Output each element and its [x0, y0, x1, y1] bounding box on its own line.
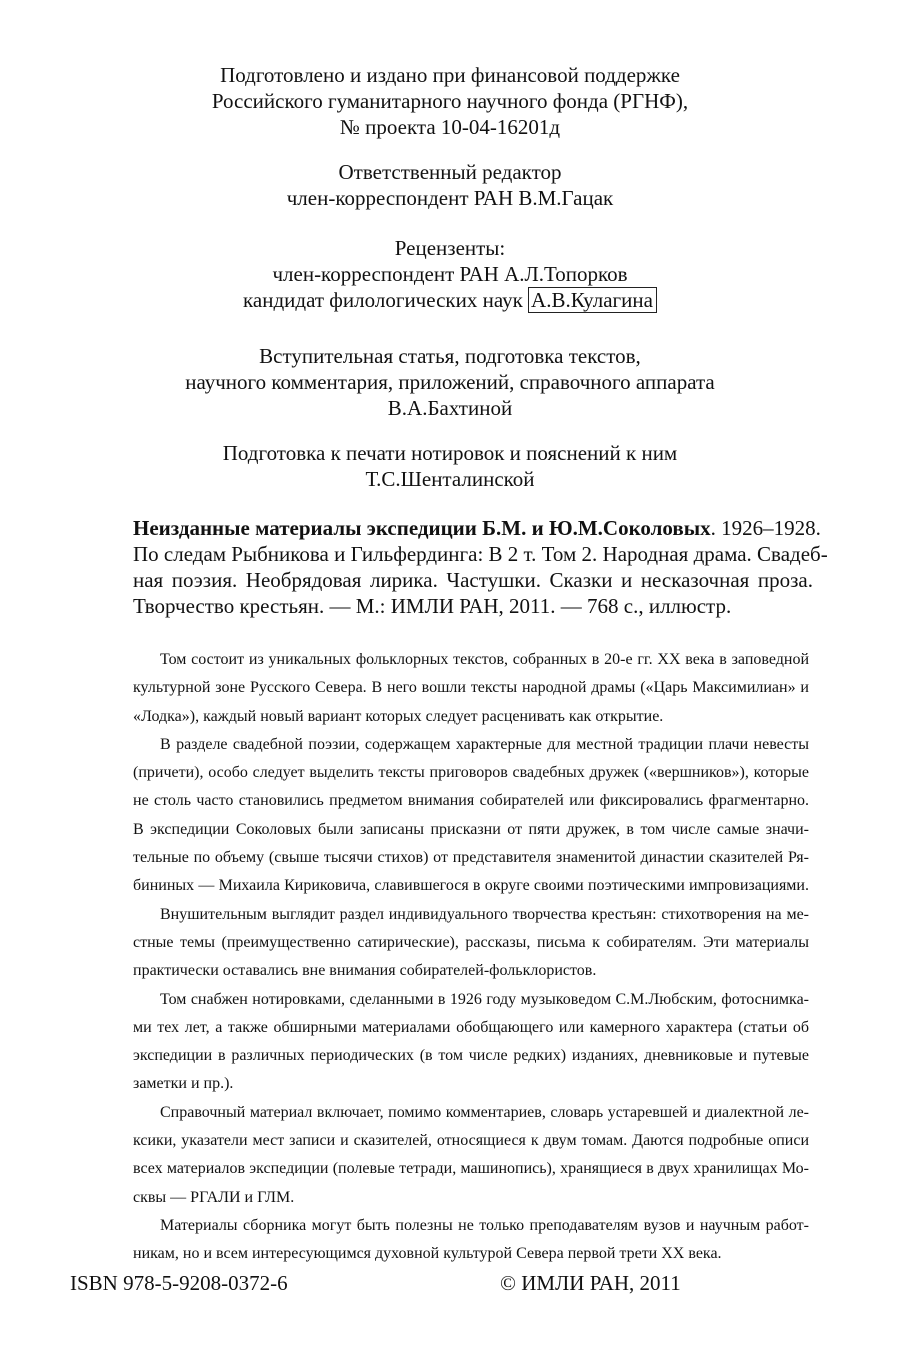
biblio-line: По следам Рыбникова и Гильфердинга: В 2 т. Том 2. Народная драма. Свадеб- — [133, 542, 828, 566]
abstract-line: не столь часто становились предметом внимания собирателей или фиксировались фрагментарно. — [133, 792, 809, 810]
copyright-notice: © ИМЛИ РАН, 2011 — [500, 1271, 681, 1295]
funding-notice — [0, 62, 900, 140]
biblio-line: ная поэзия. Необрядовая лирика. Частушки. Сказки и несказочная проза. — [133, 568, 813, 592]
bibliographic-record — [133, 515, 828, 619]
abstract-line: Внушительным выглядит раздел индивидуального творчества крестьян: стихотворения на ме- — [160, 905, 809, 923]
abstract-line: ксики, указатели мест записи и сказителей, относящиеся к двум томам. Даются подробные описи — [133, 1132, 809, 1150]
abstract-line: Том состоит из уникальных фольклорных текстов, собранных в 20-е гг. XX века в заповедной — [160, 651, 809, 668]
abstract-line: культурной зоне Русского Севера. В него вошли тексты народной драмы («Царь Максимилиан» и — [133, 679, 809, 697]
notation-credit-line: Подготовка к печати нотировок и пояснений к ним — [222, 441, 678, 465]
intro-credit-line: научного комментария, приложений, справочного аппарата — [185, 370, 715, 394]
responsible-editor — [0, 159, 900, 211]
reviewer-1: член-корреспондент РАН А.Л.Топорков — [272, 262, 628, 286]
abstract-line: сквы — РГАЛИ и ГЛМ. — [133, 1188, 295, 1206]
reviewers-heading: Рецензенты: — [394, 236, 506, 260]
reviewer-2-name-boxed: А.В.Кулагина — [528, 287, 657, 313]
abstract-line: ми тех лет, а также обширными материалами обобщающего или камерного характера (статьи об — [133, 1018, 809, 1036]
notation-credits — [0, 440, 900, 492]
book-title: Неизданные материалы экспедиции Б.М. и Ю.М.Соколовых — [133, 516, 711, 540]
abstract-line: В разделе свадебной поэзии, содержащем характерные для местной традиции плачи невесты — [160, 735, 809, 753]
funding-line: Подготовлено и издано при финансовой поддержке — [220, 63, 680, 87]
abstract-line: Справочный материал включает, помимо комментариев, словарь устаревшей и диалектной ле- — [160, 1103, 809, 1121]
biblio-line — [133, 515, 821, 541]
abstract-line: Материалы сборника могут быть полезны не только преподавателям вузов и научным работ- — [160, 1216, 809, 1234]
book-years: . 1926–1928. — [710, 516, 821, 540]
notation-credit-name: Т.С.Шенталинской — [365, 467, 535, 491]
intro-credit-name: В.А.Бахтиной — [387, 396, 513, 420]
abstract-line: стные темы (преимущественно сатирические), рассказы, письма к собирателям. Эти материалы — [133, 933, 809, 951]
abstract-line: В экспедиции Соколовых были записаны присказни от пяти дружек, в том числе самые значи- — [133, 820, 809, 838]
introduction-credits — [0, 343, 900, 421]
abstract-line: заметки и пр.). — [133, 1075, 234, 1093]
reviewer-2 — [0, 287, 900, 313]
biblio-line: Творчество крестьян. — М.: ИМЛИ РАН, 2011. — 768 с., иллюстр. — [133, 594, 732, 618]
abstract-line: экспедиции в различных периодических (в том числе редких) изданиях, дневниковые и путевые — [133, 1047, 809, 1065]
abstract-line: (причети), особо следует выделить тексты приговоров свадебных дружек («вершников»), которые — [133, 764, 809, 782]
reviewers — [0, 235, 900, 313]
abstract-line: бининых — Михаила Кириковича, славившегося в округе своими поэтическими импровизациями. — [133, 877, 809, 895]
editor-role: Ответственный редактор — [338, 160, 562, 184]
abstract-line: тельные по объему (свыше тысячи стихов) от представителя знаменитой династии сказителей Ря- — [133, 849, 809, 867]
abstract-line: практически оставались вне внимания собирателей-фольклористов. — [133, 962, 597, 980]
reviewer-2-title: кандидат филологических наук — [243, 288, 523, 312]
abstract — [133, 646, 809, 1269]
isbn: ISBN 978-5-9208-0372-6 — [70, 1271, 288, 1295]
abstract-line: Том снабжен нотировками, сделанными в 1926 году музыковедом С.М.Любским, фотоснимка- — [160, 990, 809, 1008]
intro-credit-line: Вступительная статья, подготовка текстов, — [259, 344, 641, 368]
editor-name: член-корреспондент РАН В.М.Гацак — [286, 186, 614, 210]
project-number: № проекта 10-04-16201д — [339, 115, 561, 139]
abstract-line: никам, но и всем интересующимся духовной культурой Севера первой трети XX века. — [133, 1245, 722, 1263]
abstract-line: «Лодка»), каждый новый вариант которых следует расценивать как открытие. — [133, 707, 664, 725]
funding-line: Российского гуманитарного научного фонда (РГНФ), — [211, 89, 689, 113]
abstract-line: всех материалов экспедиции (полевые тетради, машинопись), хранящиеся в двух хранилищах Мо- — [133, 1160, 809, 1178]
